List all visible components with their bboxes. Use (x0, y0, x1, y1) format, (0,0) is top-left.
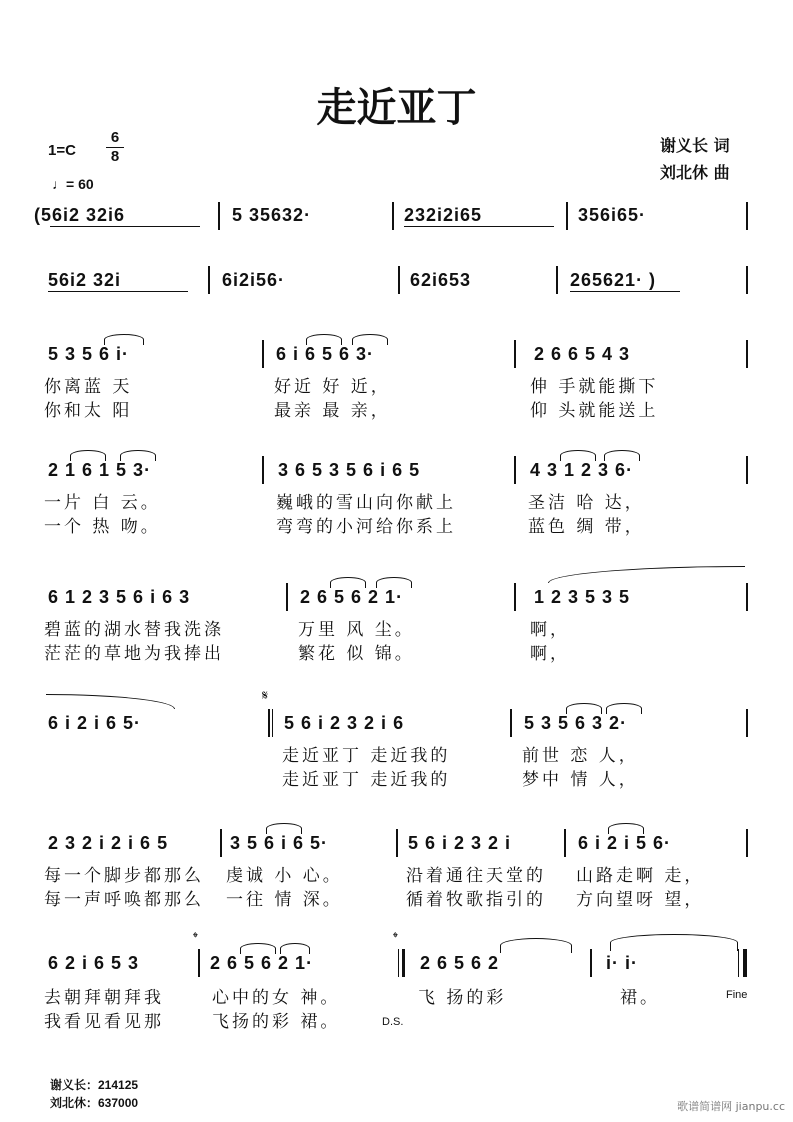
system-3-lyric-1b: 你和太 阳 (44, 401, 133, 421)
meter-bottom: 8 (110, 148, 120, 165)
system-8-lyric-1b: 我看见看见那 (44, 1012, 164, 1032)
system-8-lyric-2b: 飞扬的彩 裙。 (212, 1012, 341, 1032)
system-7-measure-3: 5 6 i 2 3 2 i (408, 833, 512, 853)
quarter-note-icon: ♩ (52, 176, 66, 192)
system-8-measure-2: 2 6 5 6 2 1· (210, 953, 314, 973)
barline-double-thick (402, 949, 405, 977)
barline-double (398, 949, 399, 977)
final-barline-thin (738, 949, 739, 977)
barline (746, 456, 748, 484)
system-5-measure-2: 2 6 5 6 2 1· (300, 587, 404, 607)
slur (280, 943, 310, 954)
ds-mark: D.S. (382, 1016, 404, 1028)
slur (560, 450, 596, 461)
system-7-lyric-2b: 一往 情 深。 (226, 890, 343, 910)
slur (604, 450, 640, 461)
system-3-lyric-3b: 仰 头就能送上 (530, 401, 659, 421)
song-title: 走近亚丁 (316, 85, 477, 131)
system-5-lyric-3a: 啊， (530, 620, 570, 640)
system-5-measure-3: 1 2 3 5 3 5 (534, 587, 631, 607)
barline (262, 340, 264, 368)
fine-mark: Fine (726, 989, 748, 1001)
composer-credit: 刘北休 曲 (660, 163, 730, 182)
barline-double (272, 709, 273, 737)
system-4-measure-2: 3 6 5 3 5 6 i 6 5 (278, 460, 421, 480)
coda-icon: 𝄌 (193, 930, 198, 946)
barline (590, 949, 592, 977)
system-5-lyric-1a: 碧蓝的湖水替我洗涤 (44, 620, 224, 640)
barline (218, 202, 220, 230)
barline (268, 709, 270, 737)
barline (514, 340, 516, 368)
beam-underline (570, 291, 680, 292)
system-1-measure-2: 5 35632· (232, 205, 312, 225)
key-signature: 1=C (48, 142, 76, 159)
system-5-lyric-1b: 茫茫的草地为我捧出 (44, 644, 224, 664)
system-3-measure-2: 6 i 6 5 6 3· (276, 344, 375, 364)
system-2-measure-1: 56i2 32i (48, 270, 122, 290)
slur (266, 823, 302, 834)
time-signature (104, 130, 126, 165)
slur (606, 703, 642, 714)
lyricist-credit: 谢义长 词 (660, 136, 730, 155)
system-8-lyric-1a: 去朝拜朝拜我 (44, 988, 164, 1008)
system-6-measure-3: 5 3 5 6 3 2· (524, 713, 628, 733)
system-1-measure-1: (56i2 32i6 (34, 205, 126, 225)
slur (376, 577, 412, 588)
system-7-lyric-1a: 每一个脚步都那么 (44, 866, 204, 886)
system-3-measure-1: 5 3 5 6 i· (48, 344, 130, 364)
system-7-lyric-4a: 山路走啊 走， (576, 866, 705, 886)
system-2-measure-3: 62i653 (410, 270, 472, 290)
barline (514, 583, 516, 611)
barline (746, 829, 748, 857)
barline (564, 829, 566, 857)
barline (396, 829, 398, 857)
segno-icon: 𝄋 (262, 688, 269, 704)
beam-underline (50, 226, 200, 227)
system-7-lyric-3b: 循着牧歌指引的 (406, 890, 546, 910)
system-3-lyric-2b: 最亲 最 亲， (274, 401, 391, 421)
barline (220, 829, 222, 857)
barline (208, 266, 210, 294)
slur (608, 823, 644, 834)
barline (746, 709, 748, 737)
system-7-lyric-4b: 方向望呀 望， (576, 890, 705, 910)
watermark: 歌谱简谱网 jianpu.cc (677, 1100, 785, 1113)
tie-long (548, 566, 745, 583)
system-5-measure-1: 6 1 2 3 5 6 i 6 3 (48, 587, 191, 607)
tie-long (610, 934, 738, 951)
system-6-lyric-3a: 前世 恋 人， (522, 746, 639, 766)
barline (566, 202, 568, 230)
system-7-lyric-3a: 沿着通往天堂的 (406, 866, 546, 886)
slur (306, 334, 342, 345)
slur (566, 703, 602, 714)
slur (500, 938, 572, 953)
system-8-lyric-2a: 心中的女 神。 (212, 988, 341, 1008)
contact-composer: 刘北休：637000 (50, 1096, 139, 1110)
system-8-measure-4: i· i· (606, 953, 638, 973)
slur (104, 334, 144, 345)
system-4-measure-3: 4 3 1 2 3 6· (530, 460, 634, 480)
system-8-lyric-4a: 裙。 (620, 988, 660, 1008)
system-7-lyric-1b: 每一声呼唤都那么 (44, 890, 204, 910)
system-6-measure-1: 6 i 2 i 6 5· (48, 713, 142, 733)
system-5-lyric-2b: 繁花 似 锦。 (298, 644, 415, 664)
barline (746, 340, 748, 368)
system-4-lyric-1b: 一个 热 吻。 (44, 517, 161, 537)
system-7-lyric-2a: 虔诚 小 心。 (226, 866, 343, 886)
system-4-lyric-2b: 弯弯的小河给你系上 (276, 517, 456, 537)
slur (70, 450, 106, 461)
system-3-lyric-1a: 你离蓝 天 (44, 377, 133, 397)
contact-lyricist: 谢义长：214125 (50, 1078, 139, 1092)
barline (514, 456, 516, 484)
system-4-lyric-1a: 一片 白 云。 (44, 493, 161, 513)
beam-underline (48, 291, 188, 292)
barline (262, 456, 264, 484)
system-2-measure-4: 265621· ) (570, 270, 657, 290)
system-1-measure-4: 356i65· (578, 205, 647, 225)
slur (352, 334, 388, 345)
barline (398, 266, 400, 294)
system-8-measure-1: 6 2 i 6 5 3 (48, 953, 140, 973)
system-4-measure-1: 2 1 6 1 5 3· (48, 460, 152, 480)
slur (120, 450, 156, 461)
system-6-lyric-2b: 走近亚丁 走近我的 (282, 770, 451, 790)
system-3-lyric-2a: 好近 好 近， (274, 377, 391, 397)
system-3-lyric-3a: 伸 手就能撕下 (530, 377, 659, 397)
system-6-lyric-3b: 梦中 情 人， (522, 770, 639, 790)
meter-top: 6 (110, 129, 120, 146)
system-6-lyric-2a: 走近亚丁 走近我的 (282, 746, 451, 766)
barline (746, 202, 748, 230)
system-7-measure-4: 6 i 2 i 5 6· (578, 833, 672, 853)
system-4-lyric-2a: 巍峨的雪山向你献上 (276, 493, 456, 513)
system-8-measure-3: 2 6 5 6 2 (420, 953, 500, 973)
system-6-measure-2: 5 6 i 2 3 2 i 6 (284, 713, 405, 733)
system-5-lyric-2a: 万里 风 尘。 (298, 620, 415, 640)
barline (198, 949, 200, 977)
system-7-measure-1: 2 3 2 i 2 i 6 5 (48, 833, 169, 853)
system-5-lyric-3b: 啊， (530, 644, 570, 664)
system-7-measure-2: 3 5 6 i 6 5· (230, 833, 329, 853)
system-4-lyric-3b: 蓝色 绸 带， (528, 517, 645, 537)
tie-continued (46, 694, 175, 709)
system-2-measure-2: 6i2i56· (222, 270, 286, 290)
barline (510, 709, 512, 737)
system-1-measure-3: 232i2i65 (404, 205, 483, 225)
barline (286, 583, 288, 611)
beam-underline (404, 226, 554, 227)
barline (392, 202, 394, 230)
system-4-lyric-3a: 圣洁 哈 达， (528, 493, 645, 513)
barline (746, 583, 748, 611)
tempo-mark (52, 176, 94, 192)
barline (556, 266, 558, 294)
system-8-lyric-3a: 飞 扬的彩 (418, 988, 507, 1008)
barline (746, 266, 748, 294)
coda-icon: 𝄌 (393, 930, 398, 946)
slur (240, 943, 276, 954)
tempo-value: = 60 (66, 176, 94, 192)
final-barline-thick (743, 949, 747, 977)
system-3-measure-3: 2 6 6 5 4 3 (534, 344, 631, 364)
slur (330, 577, 366, 588)
